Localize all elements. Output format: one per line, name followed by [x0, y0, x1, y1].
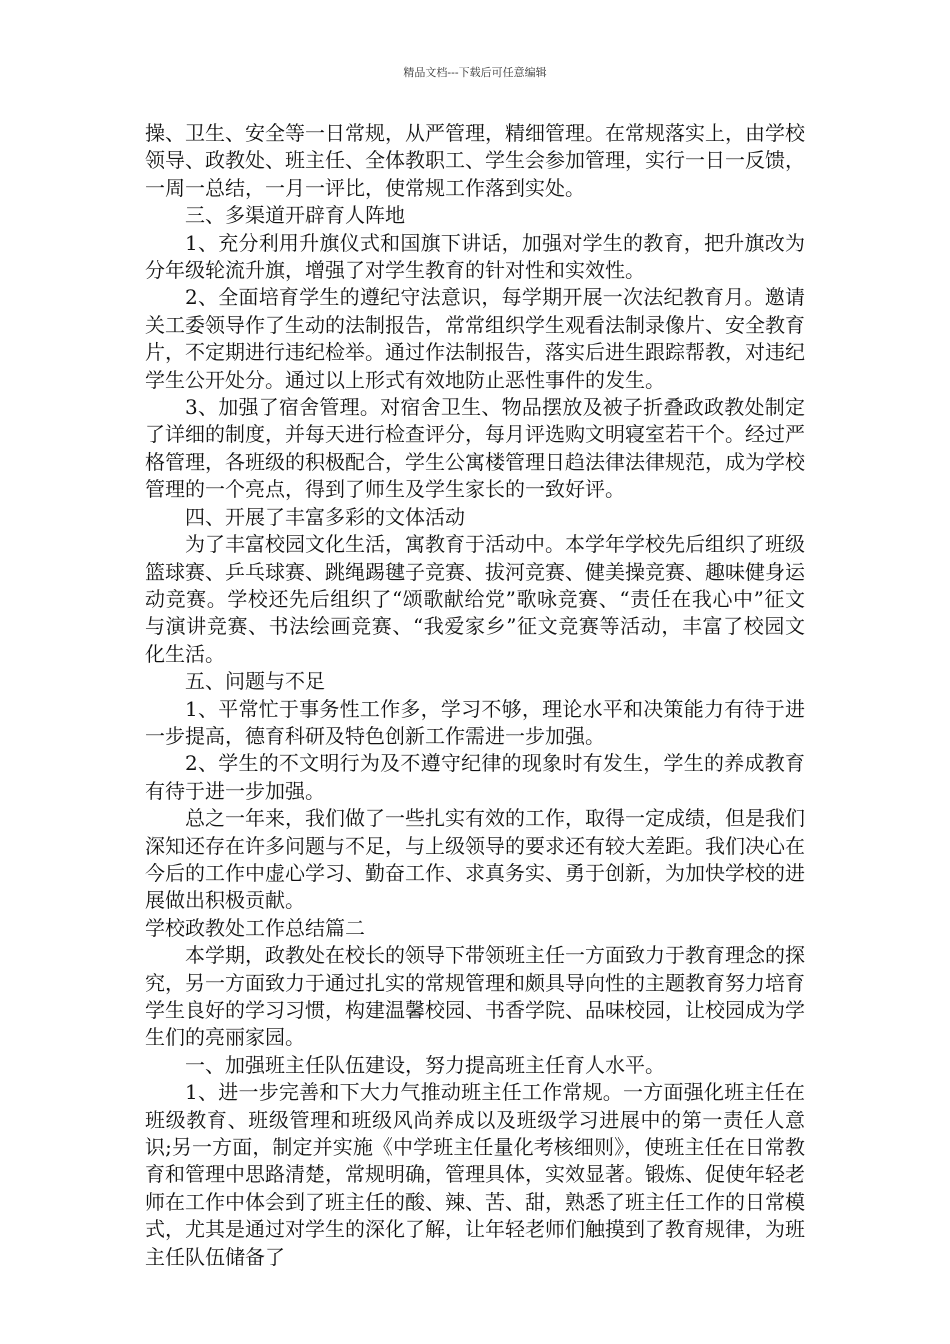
paragraph: 1、充分利用升旗仪式和国旗下讲话，加强对学生的教育，把升旗改为分年级轮流升旗，增强了对学生教育的针对性和实效性。 — [145, 230, 805, 283]
article-title: 学校政教处工作总结篇二 — [145, 915, 365, 940]
section-heading: 五、问题与不足 — [185, 669, 325, 694]
paragraph: 2、学生的不文明行为及不遵守纪律的现象时有发生，学生的养成教育有待于进一步加强。 — [145, 751, 805, 803]
paragraph: 操、卫生、安全等一日常规，从严管理，精细管理。在常规落实上，由学校领导、政教处、班主任、全体教职工、学生会参加管理，实行一日一反馈，一周一总结，一月一评比，使常规工作落到实处。 — [145, 121, 805, 200]
section-heading: 四、开展了丰富多彩的文体活动 — [185, 504, 465, 529]
page-header: 精品文档---下载后可任意编辑 — [403, 66, 547, 79]
paragraph: 为了丰富校园文化生活，寓教育于活动中。本学年学校先后组织了班级篮球赛、乒乓球赛、跳绳踢毽子竞赛、拔河竞赛、健美操竞赛、趣味健身运动竞赛。学校还先后组织了“颂歌献给党”歌咏竞赛、“责任在我心中”征文与演讲竞赛、书法绘画竞赛、“我爱家乡”征文竞赛等活动，丰富了校园文化生活。 — [145, 532, 805, 666]
document-body — [145, 120, 805, 1271]
paragraph: 1、平常忙于事务性工作多，学习不够，理论水平和决策能力有待于进一步提高，德育科研及特色创新工作需进一步加强。 — [145, 696, 805, 748]
section-heading: 一、加强班主任队伍建设，努力提高班主任育人水平。 — [185, 1052, 665, 1077]
paragraph: 本学期，政教处在校长的领导下带领班主任一方面致力于教育理念的探究，另一方面致力于通过扎实的常规管理和颇具导向性的主题教育努力培育学生良好的学习习惯，构建温馨校园、书香学院、品味校园，让校园成为学生们的亮丽家园。 — [145, 943, 805, 1050]
paragraph: 3、加强了宿舍管理。对宿舍卫生、物品摆放及被子折叠政政教处制定了详细的制度，并每天进行检查评分，每月评选购文明寝室若干个。经过严格管理，各班级的积极配合，学生公寓楼管理日趋法律法律规范，成为学校管理的一个亮点，得到了师生及学生家长的一致好评。 — [145, 395, 805, 502]
section-heading: 三、多渠道开辟育人阵地 — [185, 203, 405, 228]
paragraph: 1、进一步完善和下大力气推动班主任工作常规。一方面强化班主任在班级教育、班级管理和班级风尚养成以及班级学习进展中的第一责任人意识;另一方面，制定并实施《中学班主任量化考核细则》，使班主任在日常教育和管理中思路清楚，常规明确，管理具体，实效显著。锻炼、促使年轻老师在工作中体会到了班主任的酸、辣、苦、甜，熟悉了班主任工作的日常模式，尤其是通过对学生的深化了解，让年轻老师们触摸到了教育规律，为班主任队伍储备了 — [145, 1080, 805, 1269]
paragraph: 总之一年来，我们做了一些扎实有效的工作，取得一定成绩，但是我们深知还存在许多问题与不足，与上级领导的要求还有较大差距。我们决心在今后的工作中虚心学习、勤奋工作、求真务实、勇于创新，为加快学校的进展做出积极贡献。 — [145, 806, 805, 913]
paragraph: 2、全面培育学生的遵纪守法意识，每学期开展一次法纪教育月。邀请关工委领导作了生动的法制报告，常常组织学生观看法制录像片、安全教育片，不定期进行违纪检举。通过作法制报告，落实后进生跟踪帮教，对违纪学生公开处分。通过以上形式有效地防止恶性事件的发生。 — [145, 285, 805, 392]
